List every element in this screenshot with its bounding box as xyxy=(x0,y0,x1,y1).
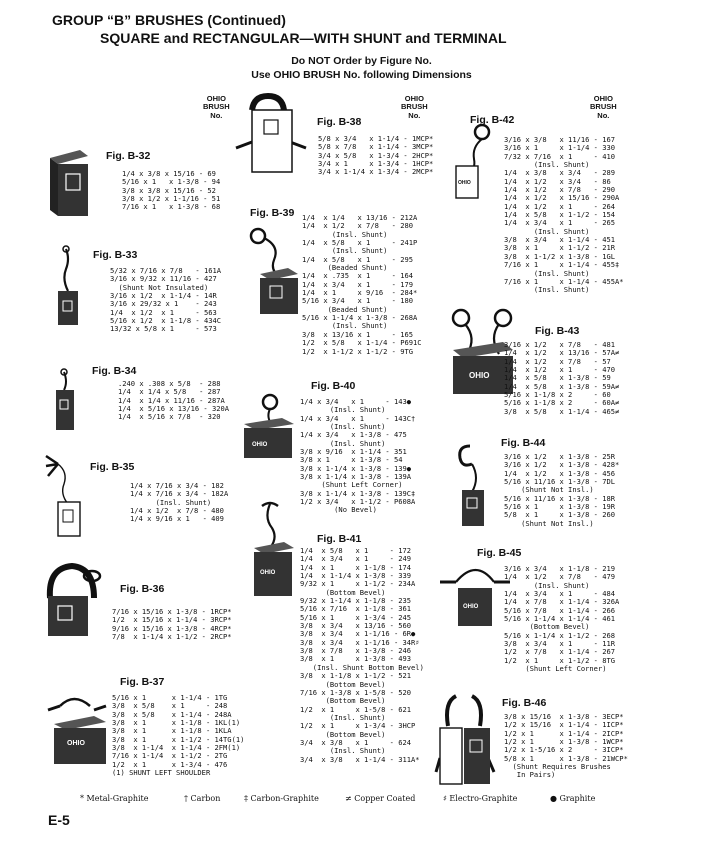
figure-label-b40: Fig. B-40 xyxy=(311,380,356,392)
spec-line: 1/2 x 1 x 1-5/8 - 621 xyxy=(300,705,412,714)
spec-line: 3/4 x 1 x 1-3/4 - 1HCP* xyxy=(318,160,434,169)
spec-line: 1/2 x 5/8 x 1-1/4 - P691C xyxy=(302,339,422,348)
spec-line: (Insl. Shunt) xyxy=(300,406,386,415)
spec-line: 3/8 x 5/8 x 1-1/4 - 248A xyxy=(112,710,232,719)
column-header-left: OHIO BRUSH No. xyxy=(203,94,230,120)
spec-line: (Insl. Shunt) xyxy=(504,286,590,295)
spec-line: 5/8 x 7/8 x 1-1/4 - 3MCP* xyxy=(318,143,434,152)
spec-line: 1/4 x 7/8 x 1-1/4 - 326A xyxy=(504,598,620,607)
spec-line: (Insl. Shunt) xyxy=(300,439,386,448)
spec-line: (Bottom Bevel) xyxy=(300,588,386,597)
spec-list-b37 xyxy=(112,694,244,777)
figure-label-b44: Fig. B-44 xyxy=(501,437,546,449)
spec-line: 5/16 x 1-1/8 x 2 - 60A≠ xyxy=(504,399,620,408)
spec-list-b44 xyxy=(504,453,619,528)
spec-line: 1/2 x 1 x 1-1/4 - 2ICP* xyxy=(504,729,624,738)
spec-line: 1/4 x 1/2 x 15/16 - 290A xyxy=(504,194,620,203)
spec-line: 9/16 x 15/16 x 1-3/8 - 4RCP* xyxy=(112,624,232,633)
brush-illustration-b40 xyxy=(240,392,300,464)
spec-line: (Bottom Bevel) xyxy=(504,623,590,632)
spec-line: 3/8 x 1 x 1-1/2 - 21R xyxy=(504,244,616,253)
spec-line: 1/4 x 1/2 x 1-3/8 - 456 xyxy=(504,469,616,478)
spec-line: (Insl. Shunt) xyxy=(504,581,590,590)
spec-line: 5/16 x 1 x 1-3/8 - 94 xyxy=(122,178,221,187)
legend-graphite: ● Graphite xyxy=(550,794,596,803)
brush-illustration-b34 xyxy=(50,368,80,434)
spec-line: 5/16 x 3/4 x 1 - 180 xyxy=(302,297,414,306)
spec-line: 3/4 x 3/8 x 1-1/4 - 311A* xyxy=(300,755,420,764)
page-number: E-5 xyxy=(48,812,70,828)
spec-line: 5/16 x 1/2 x 1-1/8 - 434C xyxy=(110,317,222,326)
figure-label-b39: Fig. B-39 xyxy=(250,207,295,219)
column-header-right: OHIO BRUSH No. xyxy=(590,94,617,120)
brush-illustration-b41 xyxy=(248,500,298,600)
spec-line: 3/8 x 1-1/4 x 1-3/8 - 139C‡ xyxy=(300,489,416,498)
spec-line: (Insl. Shunt) xyxy=(130,498,212,507)
spec-line: 3/8 x 1-1/8 x 1-1/2 - 521 xyxy=(300,672,412,681)
spec-line: (Shunt Left Corner) xyxy=(504,665,607,674)
spec-line: 1/4 x 1/2 x 7/8 - 280 xyxy=(302,222,414,231)
figure-label-b45: Fig. B-45 xyxy=(477,547,522,559)
brush-illustration-b37 xyxy=(40,690,120,770)
spec-line: 1/4 x 5/8 x 1-1/2 - 154 xyxy=(504,211,616,220)
spec-line: 3/8 x 1 x 1-1/2 - 14TG(1) xyxy=(112,735,245,744)
figure-label-b41: Fig. B-41 xyxy=(317,533,362,545)
spec-line: 1/4 x 5/8 x 1 - 241P xyxy=(302,239,418,248)
spec-line: 7/16 x 1 x 1-1/4 - 455‡ xyxy=(504,261,620,270)
figure-label-b36: Fig. B-36 xyxy=(120,583,165,595)
spec-list-b42 xyxy=(504,136,624,295)
legend-metal-graphite: * Metal-Graphite xyxy=(80,794,149,803)
spec-line: (Bottom Bevel) xyxy=(300,730,386,739)
ohio-logo: OHIO xyxy=(67,740,85,747)
spec-line: 3/8 x 1/2 x 1-1/16 - 51 xyxy=(122,195,221,204)
brush-illustration-b33 xyxy=(48,245,88,330)
spec-line: 5/8 x 1 x 1-3/8 - 260 xyxy=(504,511,616,520)
brush-illustration-b46 xyxy=(432,688,498,788)
spec-line: 1/4 x 3/4 x 1 - 249 xyxy=(300,555,412,564)
spec-line: 7/16 x 1-3/8 x 1-5/8 - 520 xyxy=(300,688,412,697)
spec-line: (Insl. Shunt) xyxy=(504,161,590,170)
spec-line: 3/16 x 9/32 x 11/16 - 427 xyxy=(110,275,217,284)
ohio-logo: OHIO xyxy=(463,604,479,610)
dimension-note: Use OHIO BRUSH No. following Dimensions xyxy=(251,69,472,81)
spec-line: 7/32 x 7/16 x 1 - 410 xyxy=(504,152,616,161)
spec-line: 1/4 x 7/16 x 3/4 - 182A xyxy=(130,490,229,499)
spec-line: 3/8 x 5/8 x 1-1/4 - 465≠ xyxy=(504,407,620,416)
spec-list-b46 xyxy=(504,713,628,780)
brush-illustration-b36 xyxy=(40,558,110,640)
spec-line: 3/4 x 1-1/4 x 1-3/4 - 2MCP* xyxy=(318,168,434,177)
spec-line: 5/32 x 7/16 x 7/8 - 161A xyxy=(110,267,222,275)
spec-line: 9/32 x 1 x 1-1/2 - 234A xyxy=(300,580,416,589)
spec-line: 1/4 x 1/2 x 7/8 - 57 xyxy=(504,357,611,366)
spec-line: 5/16 x 11/16 x 1-3/8 - 7DL xyxy=(504,478,616,487)
spec-line: 3/16 x 1/2 x 7/8 - 481 xyxy=(504,341,616,349)
spec-line: (Insl. Shunt) xyxy=(504,269,590,278)
spec-line: 3/8 x 9/16 x 1-1/4 - 351 xyxy=(300,448,407,457)
figure-label-b33: Fig. B-33 xyxy=(93,249,138,261)
spec-line: 3/8 x 1-1/4 x 1-3/8 - 139A xyxy=(300,473,412,482)
spec-list-b33 xyxy=(110,267,221,334)
spec-line: 3/8 x 3/4 x 1 - 11R xyxy=(504,640,616,649)
spec-line: (Insl. Shunt) xyxy=(302,247,388,256)
brush-illustration-b35 xyxy=(40,450,88,540)
spec-line: 5/16 x 1-1/4 x 1-3/8 - 268A xyxy=(302,314,418,323)
figure-label-b35: Fig. B-35 xyxy=(90,461,135,473)
spec-line: 5/16 x 7/8 x 1-1/4 - 266 xyxy=(504,606,616,615)
spec-line: 5/16 x 11/16 x 1-3/8 - 18R xyxy=(504,494,616,503)
spec-line: 1/4 x 3/4 x 1 - 484 xyxy=(504,590,616,599)
spec-line: 1/4 x 5/8 x 1-3/8 - 59 xyxy=(504,374,611,383)
brush-illustration-b42 xyxy=(452,122,496,202)
spec-list-b35 xyxy=(130,482,228,524)
spec-line: 7/8 x 1-1/4 x 1-1/2 - 2RCP* xyxy=(112,633,232,642)
figure-label-b46: Fig. B-46 xyxy=(502,697,547,709)
spec-line: 13/32 x 5/8 x 1 - 573 xyxy=(110,325,217,334)
spec-line: 1/2 x 1 x 1-3/4 - 476 xyxy=(112,760,228,769)
column-header-middle: OHIO BRUSH No. xyxy=(401,94,428,120)
spec-line: (Shunt Left Corner) xyxy=(300,481,403,490)
figure-label-b32: Fig. B-32 xyxy=(106,150,151,162)
spec-line: 3/8 x 3/4 x 13/16 - 560 xyxy=(300,622,412,631)
spec-line: 5/16 x 1 x 1-3/8 - 19R xyxy=(504,503,616,512)
spec-list-b41 xyxy=(300,547,424,764)
spec-line: 3/8 x 1 x 1-1/8 - 1KL(1) xyxy=(112,719,241,728)
spec-line: 3/4 x 5/8 x 1-3/4 - 2HCP* xyxy=(318,151,434,160)
brush-illustration-b44 xyxy=(454,438,494,530)
spec-line: (Shunt Not Insl.) xyxy=(504,486,594,495)
spec-line: 1/4 x 9/16 x 1 - 409 xyxy=(130,515,224,524)
spec-line: 1/4 x 1/2 x 13/16 - 57A≠ xyxy=(504,349,620,358)
spec-line: (Shunt Not Insl.) xyxy=(504,519,594,528)
spec-line: (Insl. Shunt) xyxy=(302,230,388,239)
spec-line: 1/4 x 1/4 x 13/16 - 212A xyxy=(302,214,418,222)
ohio-logo: OHIO xyxy=(469,371,490,380)
spec-line: 3/8 x 3/8 x 15/16 - 52 xyxy=(122,186,216,195)
spec-list-b34 xyxy=(118,380,229,422)
spec-line: 3/8 x 3/4 x 1-1/16 - 6R● xyxy=(300,630,416,639)
spec-line: 3/8 x 1-1/4 x 1-3/8 - 139● xyxy=(300,464,412,473)
spec-line: 1/4 x 5/16 x 7/8 - 320 xyxy=(118,413,221,422)
figure-label-b34: Fig. B-34 xyxy=(92,365,137,377)
spec-line: 1/4 x 5/8 x 1-3/8 - 59A≠ xyxy=(504,382,620,391)
brush-illustration-b32 xyxy=(42,140,92,220)
spec-line: 1/4 x 1/4 x 11/16 - 287A xyxy=(118,396,225,405)
spec-line: (Bottom Bevel) xyxy=(300,680,386,689)
spec-line: 1/2 x 1-5/16 x 2 - 3ICP* xyxy=(504,746,624,755)
spec-line: 5/16 x 1-1/4 x 1-1/4 - 461 xyxy=(504,615,616,624)
spec-line: 3/8 x 13/16 x 1 - 165 xyxy=(302,330,414,339)
spec-line: 3/8 x 3/4 x 1-1/16 - 34R♯ xyxy=(300,638,420,647)
order-note: Do NOT Order by Figure No. xyxy=(291,55,432,67)
spec-line: 5/16 x 1 x 1-1/4 - 1TG xyxy=(112,694,228,702)
figure-label-b42: Fig. B-42 xyxy=(470,114,515,126)
legend-electro-graphite: ♯ Electro-Graphite xyxy=(443,794,518,803)
brush-illustration-b39 xyxy=(248,222,308,317)
legend-copper-coated: ≠ Copper Coated xyxy=(345,794,416,803)
spec-line: 1/4 x 5/8 x 1 - 172 xyxy=(300,547,412,555)
spec-list-b45 xyxy=(504,565,619,673)
spec-line: 1/2 x 7/8 x 1-1/4 - 267 xyxy=(504,648,616,657)
spec-line: .240 x .308 x 5/8 - 288 xyxy=(118,380,221,388)
legend-carbon: † Carbon xyxy=(184,794,221,803)
spec-line: 1/4 x .735 x 1 - 164 xyxy=(302,272,414,281)
ohio-logo: OHIO xyxy=(458,180,471,186)
spec-line: 1/4 x 1/2 x 1 - 264 xyxy=(504,202,616,211)
spec-line: 1/4 x 3/8 x 3/4 - 289 xyxy=(504,169,616,178)
spec-line: 1/4 x 3/4 x 1 - 143C† xyxy=(300,414,416,423)
spec-line: 1/4 x 3/4 x 1 - 179 xyxy=(302,280,414,289)
figure-label-b37: Fig. B-37 xyxy=(120,676,165,688)
spec-list-b36 xyxy=(112,608,232,641)
spec-line: 3/8 x 1-1/2 x 1-3/8 - 1GL xyxy=(504,252,616,261)
spec-line: 1/4 x 1/2 x 1 - 470 xyxy=(504,366,616,375)
spec-line: 3/16 x 3/8 x 11/16 - 167 xyxy=(504,136,616,144)
spec-line: 9/32 x 1-1/4 x 1-1/8 - 235 xyxy=(300,597,412,606)
spec-line: 1/2 x 3/4 x 1-1/2 - P608A xyxy=(300,498,416,507)
spec-line: (Beaded Shunt) xyxy=(302,264,388,273)
ohio-logo: OHIO xyxy=(260,570,276,576)
spec-line: 1/4 x 1/4 x 5/8 - 287 xyxy=(118,388,221,397)
spec-line: 5/16 x 1-1/4 x 1-1/2 - 268 xyxy=(504,631,616,640)
spec-line: 5/16 x 1-1/8 x 2 - 60 xyxy=(504,391,611,400)
spec-line: 3/8 x 1 x 1-1/8 - 1KLA xyxy=(112,727,232,736)
spec-line: 3/8 x 3/4 x 1-1/4 - 451 xyxy=(504,236,616,245)
spec-line: 3/4 x 3/8 x 1 - 624 xyxy=(300,738,412,747)
spec-line: (Insl. Shunt) xyxy=(300,747,386,756)
spec-line: 1/4 x 1/2 x 7/8 - 480 xyxy=(130,507,224,516)
spec-line: 1/4 x 3/8 x 15/16 - 69 xyxy=(122,170,216,178)
spec-line: 1/4 x 3/4 x 1-3/8 - 475 xyxy=(300,431,407,440)
spec-line: (Insl. Shunt) xyxy=(300,423,386,432)
spec-line: 1/4 x 5/8 x 1 - 295 xyxy=(302,255,414,264)
spec-list-b38 xyxy=(318,135,433,177)
spec-line: 1/4 x 1/2 x 3/4 - 86 xyxy=(504,177,611,186)
figure-label-b43: Fig. B-43 xyxy=(535,325,580,337)
spec-line: 1/4 x 5/16 x 13/16 - 320A xyxy=(118,405,230,414)
legend-carbon-graphite: ‡ Carbon-Graphite xyxy=(244,794,319,803)
spec-line: (1) SHUNT LEFT SHOULDER xyxy=(112,769,211,778)
spec-line: 1/4 x 1/2 x 7/8 - 479 xyxy=(504,573,616,582)
spec-line: 1/4 x 3/4 x 1 - 143● xyxy=(300,398,412,406)
page-title: GROUP “B” BRUSHES (Continued) xyxy=(52,12,286,28)
spec-line: 1/2 x 15/16 x 1-1/4 - 3RCP* xyxy=(112,616,232,625)
spec-line: In Pairs) xyxy=(504,771,556,780)
spec-line: (Insl. Shunt) xyxy=(504,227,590,236)
spec-line: 3/16 x 1/2 x 1-3/8 - 25R xyxy=(504,453,616,461)
spec-line: 7/16 x 15/16 x 1-3/8 - 1RCP* xyxy=(112,608,232,616)
spec-line: 1/4 x 1/2 x 1 - 563 xyxy=(110,308,217,317)
spec-line: (Insl. Shunt Bottom Bevel) xyxy=(300,663,424,672)
spec-list-b43 xyxy=(504,341,619,416)
spec-line: 1/4 x 1 x 9/16 - 284* xyxy=(302,289,418,298)
spec-line: (Beaded Shunt) xyxy=(302,305,388,314)
spec-line: (Shunt Not Insulated) xyxy=(110,283,209,292)
spec-line: 5/16 x 7/16 x 1-1/8 - 361 xyxy=(300,605,412,614)
brush-illustration-b38 xyxy=(226,92,316,182)
spec-line: (Insl. Shunt) xyxy=(300,713,386,722)
spec-line: 1/4 x 7/16 x 3/4 - 182 xyxy=(130,482,224,490)
spec-line: 3/8 x 1 x 1-3/8 - 54 xyxy=(300,456,403,465)
spec-line: 5/16 x 1 x 1-3/4 - 245 xyxy=(300,613,412,622)
spec-line: (Shunt Requires Brushes xyxy=(504,763,611,772)
spec-line: 1/2 x 1-1/2 x 1-1/2 - 9TG xyxy=(302,347,414,356)
spec-line: (Insl. Shunt) xyxy=(302,322,388,331)
spec-line: 1/2 x 15/16 x 1-1/4 - 1ICP* xyxy=(504,721,624,730)
spec-line: 1/2 x 1 x 1-1/2 - 8TG xyxy=(504,656,616,665)
spec-line: 3/8 x 1-1/4 x 1-1/4 - 2FM(1) xyxy=(112,744,241,753)
spec-line: 3/16 x 1 x 1-1/4 - 330 xyxy=(504,144,616,153)
spec-list-b32 xyxy=(122,170,220,212)
spec-line: 5/8 x 3/4 x 1-1/4 - 1MCP* xyxy=(318,135,434,143)
ohio-logo: OHIO xyxy=(252,442,268,448)
spec-line: 3/16 x 3/4 x 1-1/8 - 219 xyxy=(504,565,616,573)
spec-line: 1/4 x 1/2 x 7/8 - 290 xyxy=(504,186,616,195)
spec-list-b39 xyxy=(302,214,422,356)
spec-line: 1/2 x 1 x 1-3/8 - 1WCP* xyxy=(504,738,624,747)
spec-line: (No Bevel) xyxy=(300,506,377,515)
page-subtitle: SQUARE and RECTANGULAR—WITH SHUNT and TERMINAL xyxy=(100,30,507,46)
figure-label-b38: Fig. B-38 xyxy=(317,116,362,128)
spec-line: 7/16 x 1-1/4 x 1-1/2 - 2TG xyxy=(112,752,228,761)
spec-line: 5/8 x 1 x 1-3/8 - 21WCP* xyxy=(504,754,628,763)
spec-line: 3/16 x 29/32 x 1 - 243 xyxy=(110,300,217,309)
spec-line: 7/16 x 1 x 1-1/4 - 455A* xyxy=(504,277,624,286)
spec-line: 7/16 x 1 x 1-3/8 - 68 xyxy=(122,203,221,212)
spec-line: 1/2 x 1 x 1-3/4 - 3HCP xyxy=(300,722,416,731)
spec-line: 3/16 x 1/2 x 1-1/4 - 14R xyxy=(110,292,217,301)
spec-line: 3/8 x 1 x 1-3/8 - 493 xyxy=(300,655,412,664)
spec-line: 1/4 x 3/4 x 1 - 265 xyxy=(504,219,616,228)
spec-line: 1/4 x 1 x 1-1/8 - 174 xyxy=(300,563,412,572)
spec-line: 3/8 x 15/16 x 1-3/8 - 3ECP* xyxy=(504,713,624,721)
spec-list-b40 xyxy=(300,398,415,515)
spec-line: 3/16 x 1/2 x 1-3/8 - 428* xyxy=(504,461,620,470)
spec-line: 1/4 x 1-1/4 x 1-3/8 - 339 xyxy=(300,572,412,581)
spec-line: 3/8 x 5/8 x 1 - 248 xyxy=(112,702,228,711)
spec-line: (Bottom Bevel) xyxy=(300,697,386,706)
spec-line: 3/8 x 7/8 x 1-3/8 - 246 xyxy=(300,647,412,656)
